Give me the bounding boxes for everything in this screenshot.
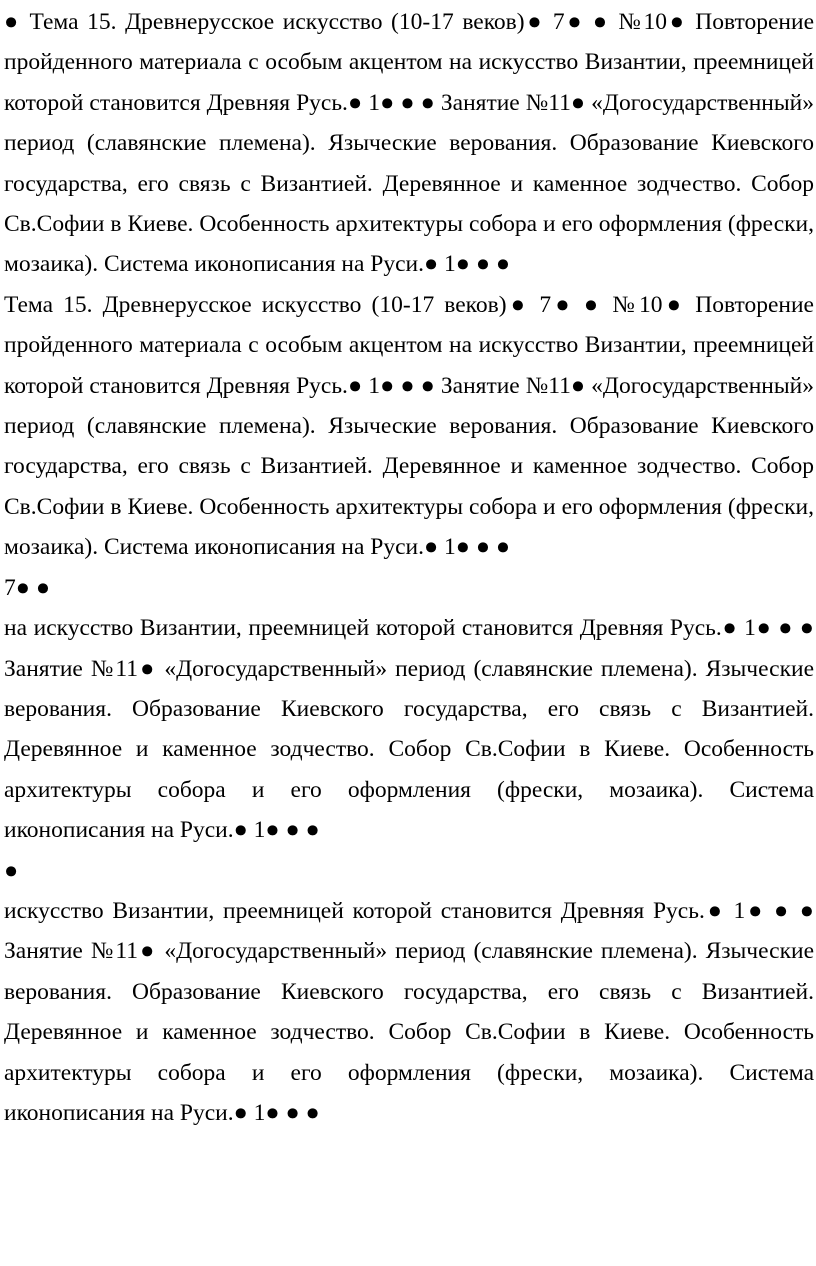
paragraph-topic-15-full: Тема 15. Древнерусское искусство (10-17 веков)● 7● ● №10● Повторение пройденного материала с особым акцентом на искусство Византии, преемницей которой становится Древняя Русь.● 1● ● ● Занятие №11● «Догосударственный» период (славянские племена). Языческие верования. Образование Киевского государства, его связь с Византией. Деревянное и каменное зодчество. Собор Св.Софии в Киеве. Особенность архитектуры собора и его оформления (фрески, мозаика). Система иконописания на Руси.● 1● ● ● <box>4 291 814 561</box>
document-body <box>4 2 814 1133</box>
paragraph-bullet-only: ● <box>4 857 19 884</box>
paragraph-fragment-7: 7● ● <box>4 574 51 601</box>
paragraph-partial-na-iskusstvo: на искусство Византии, преемницей которой становится Древняя Русь.● 1● ● ● Занятие №11● «Догосударственный» период (славянские племена). Языческие верования. Образование Киевского государства, его связь с Византией. Деревянное и каменное зодчество. Собор Св.Софии в Киеве. Особенность архитектуры собора и его оформления (фрески, мозаика). Система иконописания на Руси.● 1● ● ● <box>4 615 814 844</box>
paragraph-partial-iskusstvo: искусство Византии, преемницей которой становится Древняя Русь.● 1● ● ● Занятие №11● «Догосударственный» период (славянские племена). Языческие верования. Образование Киевского государства, его связь с Византией. Деревянное и каменное зодчество. Собор Св.Софии в Киеве. Особенность архитектуры собора и его оформления (фрески, мозаика). Система иконописания на Руси.● 1● ● ● <box>4 897 814 1126</box>
paragraph-topic-15-full-with-bullet: ● Тема 15. Древнерусское искусство (10-17 веков)● 7● ● №10● Повторение пройденного материала с особым акцентом на искусство Византии, преемницей которой становится Древняя Русь.● 1● ● ● Занятие №11● «Догосударственный» период (славянские племена). Языческие верования. Образование Киевского государства, его связь с Византией. Деревянное и каменное зодчество. Собор Св.Софии в Киеве. Особенность архитектуры собора и его оформления (фрески, мозаика). Система иконописания на Руси.● 1● ● ● <box>4 9 814 278</box>
